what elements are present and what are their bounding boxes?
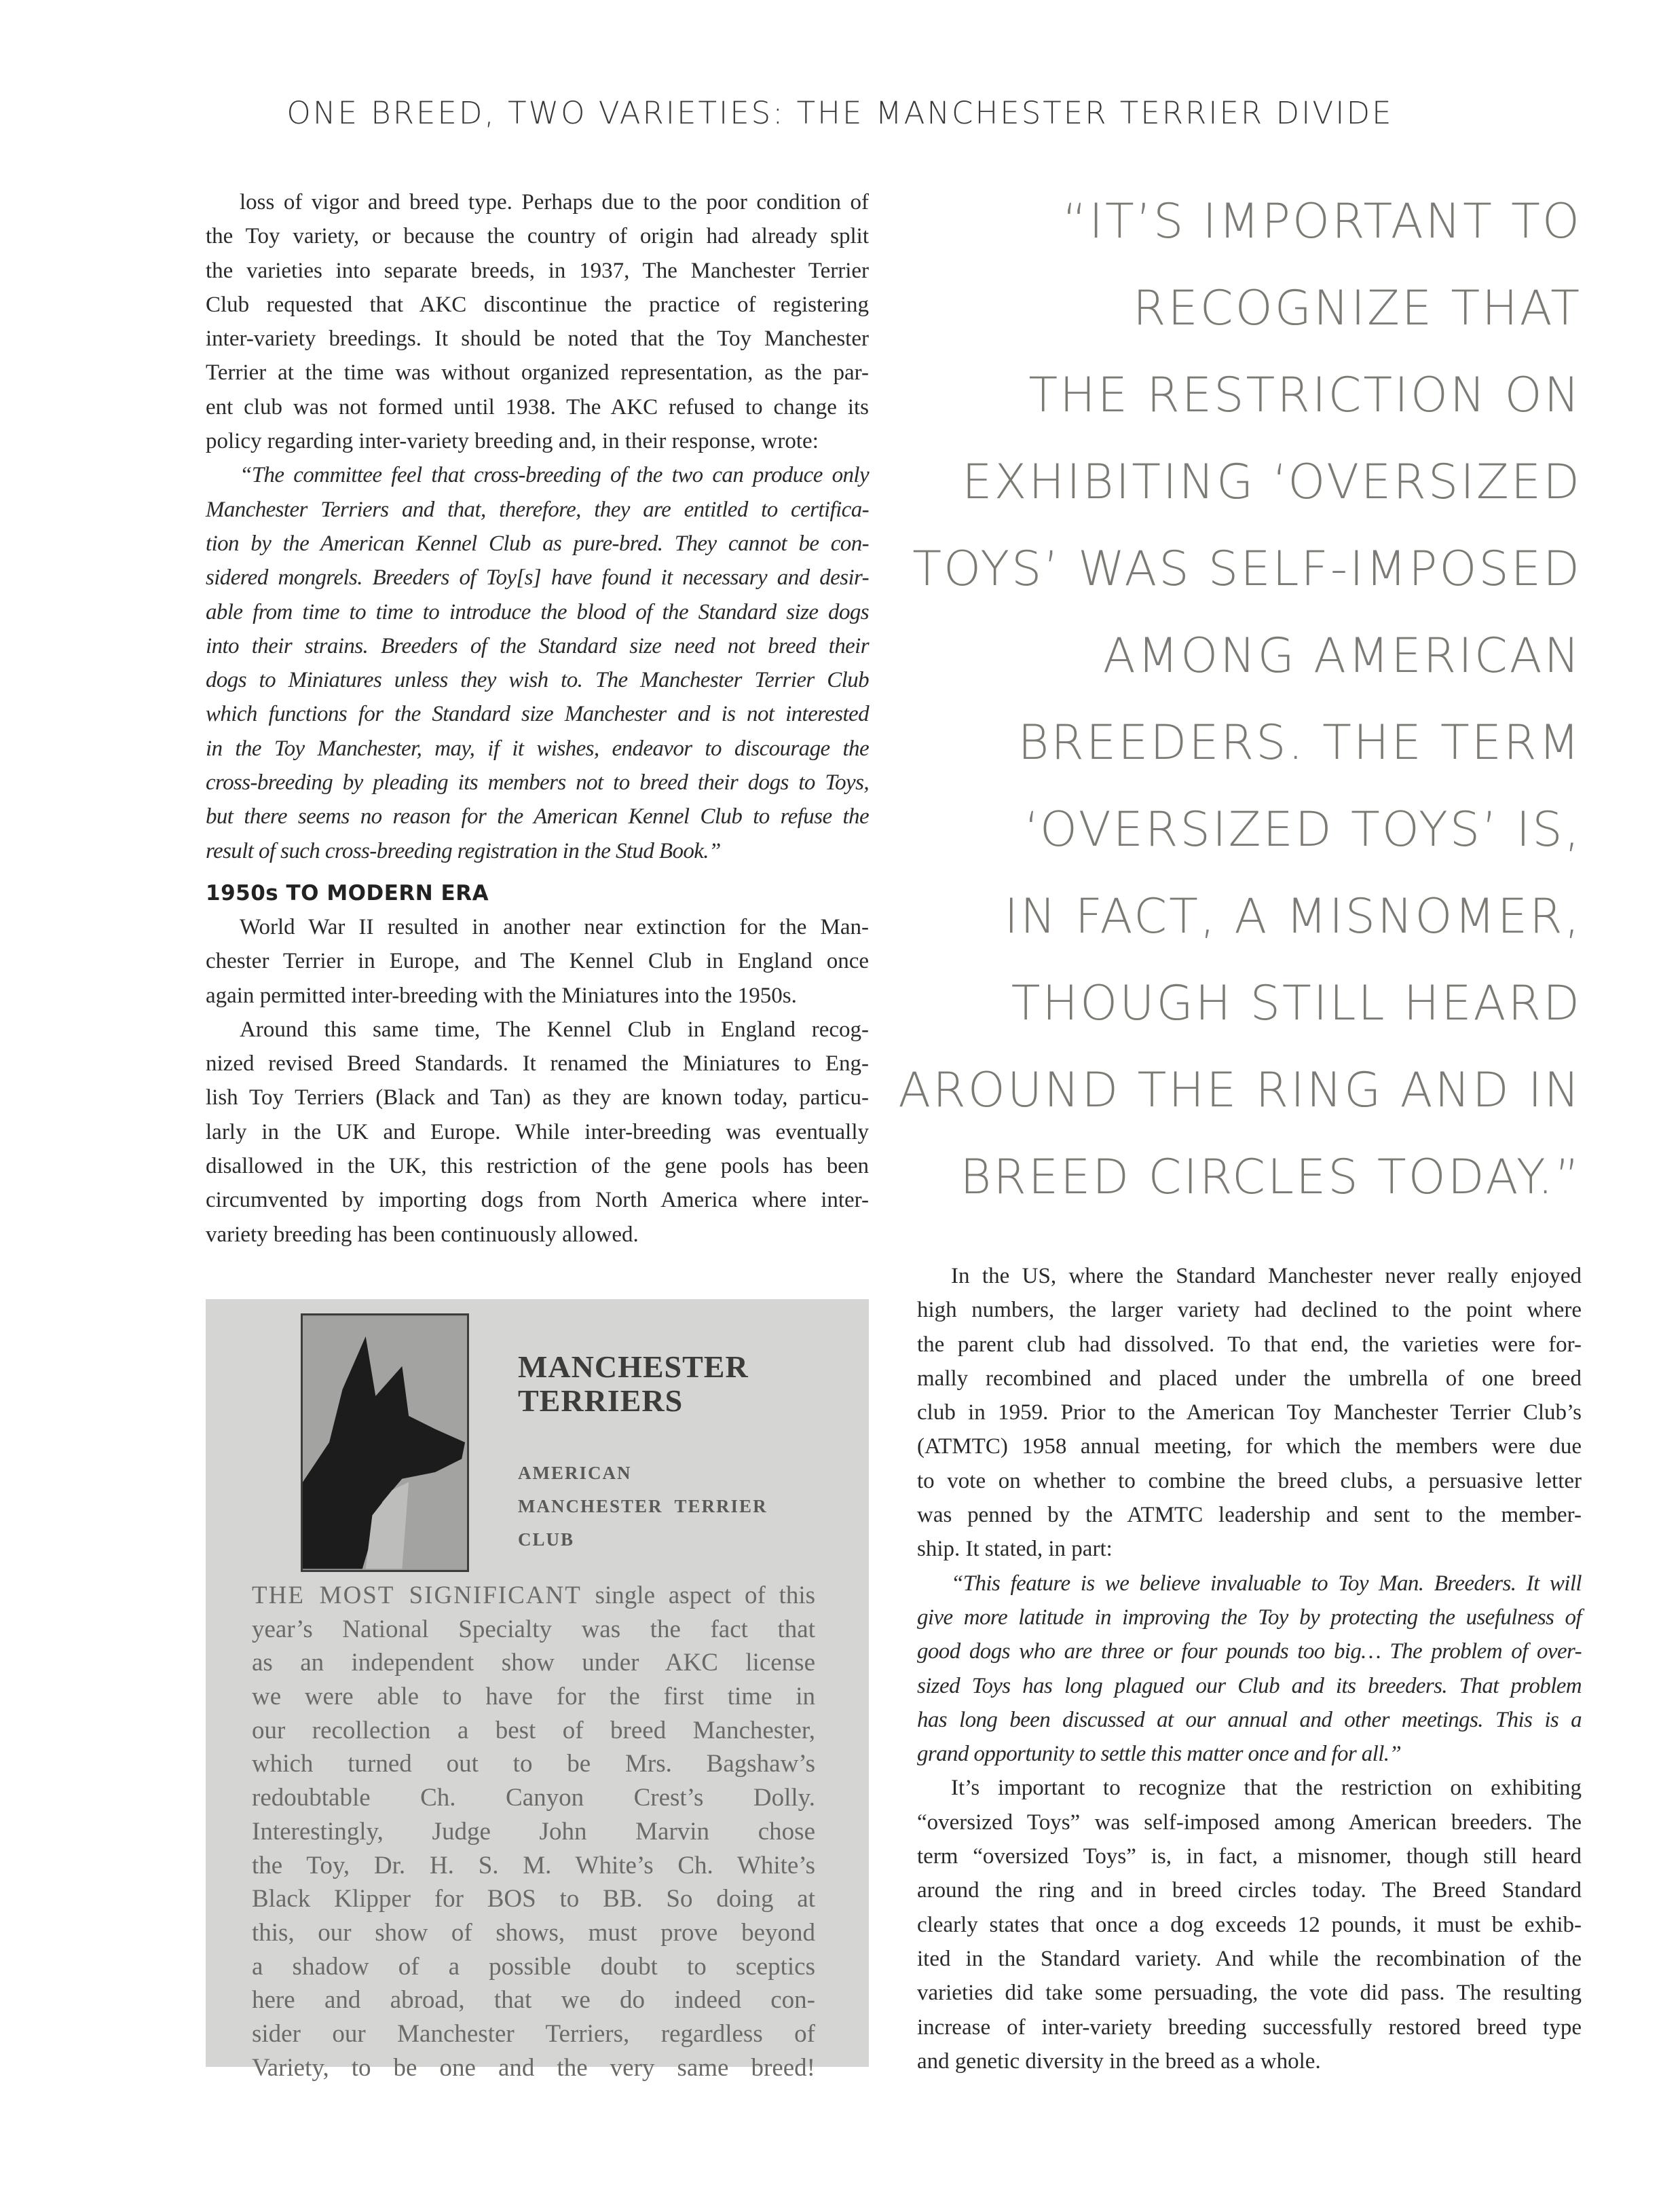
text-line: give more latitude in improving the Toy by protecting the usefulness of xyxy=(917,1605,1582,1630)
text-line: World War II resulted in another near extinction for the Man- xyxy=(240,914,869,939)
clipping-line: Black Klipper for BOS to BB. So doing at xyxy=(252,1885,815,1913)
pull-quote xyxy=(835,178,1582,1220)
block-quote xyxy=(206,458,869,868)
clipping-subtitle xyxy=(518,1457,768,1556)
text-line: disallowed in the UK, this restriction of the gene pools has been xyxy=(206,1154,869,1179)
clipping-title-line: MANCHESTER xyxy=(518,1349,749,1384)
pull-quote-line: BREEDERS. THE TERM xyxy=(1018,715,1582,770)
clipping-line: year’s National Specialty was the fact that xyxy=(252,1615,815,1643)
text-line: again permitted inter-breeding with the Miniatures into the 1950s. xyxy=(206,983,797,1008)
text-line: cross-breeding by pleading its members not to breed their dogs to Toys, xyxy=(206,770,869,796)
paragraph xyxy=(206,1013,869,1252)
clipping-line: this, our show of shows, must prove beyond xyxy=(252,1918,815,1947)
text-line: policy regarding inter-variety breeding and, in their response, wrote: xyxy=(206,429,819,454)
text-line: sized Toys has long plagued our Club and its breeders. That problem xyxy=(917,1673,1582,1698)
text-line: good dogs who are three or four pounds too big… The problem of over- xyxy=(917,1639,1582,1664)
text-line: ited in the Standard variety. And while the recombination of the xyxy=(917,1946,1582,1971)
text-line: has long been discussed at our annual and other meetings. This is a xyxy=(917,1707,1582,1732)
text-line: to vote on whether to combine the breed clubs, a persuasive letter xyxy=(917,1468,1582,1493)
text-line: but there seems no reason for the American Kennel Club to refuse the xyxy=(206,804,869,829)
pull-quote-line: BREED CIRCLES TODAY.” xyxy=(960,1149,1582,1205)
text-line: “oversized Toys” was self-imposed among American breeders. The xyxy=(917,1810,1582,1835)
clipping-line: redoubtable Ch. Canyon Crest’s Dolly. xyxy=(252,1784,815,1812)
text-line: was penned by the ATMTC leadership and sent to the member- xyxy=(917,1503,1582,1528)
clipping-line: sider our Manchester Terriers, regardless of xyxy=(252,2019,815,2048)
text-line: in the Toy Manchester, may, if it wishes, endeavor to discourage the xyxy=(206,736,869,761)
paragraph xyxy=(917,1259,1582,1567)
text-line: Around this same time, The Kennel Club in England recog- xyxy=(240,1017,869,1042)
text-line: grand opportunity to settle this matter once and for all.” xyxy=(917,1742,1402,1767)
text-line: chester Terrier in Europe, and The Kennel Club in England once xyxy=(206,949,869,974)
right-column xyxy=(917,1259,1582,2078)
text-line: which functions for the Standard size Manchester and is not interested xyxy=(206,702,869,727)
text-line: Manchester Terriers and that, therefore, they are entitled to certifica- xyxy=(206,497,869,522)
text-line: “The committee feel that cross-breeding of the two can produce only xyxy=(240,463,869,488)
text-line: high numbers, the larger variety had declined to the point where xyxy=(917,1298,1582,1323)
left-column xyxy=(206,185,869,1252)
pull-quote-line: ‘OVERSIZED TOYS’ IS, xyxy=(1024,802,1582,857)
clipping-line: which turned out to be Mrs. Bagshaw’s xyxy=(252,1750,815,1778)
pull-quote-line: IN FACT, A MISNOMER, xyxy=(1004,888,1582,944)
text-line: term “oversized Toys” is, in fact, a misnomer, though still heard xyxy=(917,1844,1582,1869)
text-line: the varieties into separate breeds, in 1937, The Manchester Terrier xyxy=(206,258,869,283)
text-line: lish Toy Terriers (Black and Tan) as they are known today, particu- xyxy=(206,1085,869,1110)
clipping-lead-in: THE MOST SIGNIFICANT xyxy=(252,1582,582,1609)
paragraph xyxy=(206,910,869,1013)
text-line: the parent club had dissolved. To that end, the varieties were for- xyxy=(917,1332,1582,1357)
section-heading: 1950s TO MODERN ERA xyxy=(206,880,489,905)
text-line: ent club was not formed until 1938. The AKC refused to change its xyxy=(206,394,869,419)
pull-quote-line: AMONG AMERICAN xyxy=(1102,628,1582,684)
clipping-line: our recollection a best of breed Manchester, xyxy=(252,1716,815,1744)
text-line: variety breeding has been continuously allowed. xyxy=(206,1222,639,1247)
text-line: mally recombined and placed under the umbrella of one breed xyxy=(917,1366,1582,1391)
pull-quote-line: THOUGH STILL HEARD xyxy=(1011,975,1582,1031)
clipping-subtitle-line: CLUB xyxy=(518,1529,575,1550)
text-line: (ATMTC) 1958 annual meeting, for which the members were due xyxy=(917,1434,1582,1459)
paragraph xyxy=(917,1771,1582,2078)
text-line: It’s important to recognize that the restriction on exhibiting xyxy=(951,1776,1582,1801)
text-line: sidered mongrels. Breeders of Toy[s] have found it necessary and desir- xyxy=(206,565,869,591)
block-quote xyxy=(917,1567,1582,1772)
pull-quote-line: “IT’S IMPORTANT TO xyxy=(1062,193,1582,249)
running-head: ONE BREED, TWO VARIETIES: THE MANCHESTER TERRIER DIVIDE xyxy=(286,95,1394,131)
text-line: circumvented by importing dogs from North America where inter- xyxy=(206,1188,869,1213)
text-line: tion by the American Kennel Club as pure-bred. They cannot be con- xyxy=(206,531,869,556)
text-line: club in 1959. Prior to the American Toy Manchester Terrier Club’s xyxy=(917,1400,1582,1425)
text-line: varieties did take some persuading, the vote did pass. The resulting xyxy=(917,1981,1582,2006)
text-line: increase of inter-variety breeding successfully restored breed type xyxy=(917,2015,1582,2040)
text-line: result of such cross-breeding registration in the Stud Book.” xyxy=(206,838,721,863)
text-line: around the ring and in breed circles today. The Breed Standard xyxy=(917,1878,1582,1903)
text-line: larly in the UK and Europe. While inter-breeding was eventually xyxy=(206,1119,869,1144)
text-line: clearly states that once a dog exceeds 12 pounds, it must be exhib- xyxy=(917,1912,1582,1937)
pull-quote-line: EXHIBITING ‘OVERSIZED xyxy=(962,454,1582,510)
dog-head-silhouette-icon xyxy=(303,1315,467,1570)
text-line: the Toy variety, or because the country of origin had already split xyxy=(206,224,869,249)
clipping-subtitle-line: AMERICAN xyxy=(518,1463,632,1483)
clipping-line: Interestingly, Judge John Marvin chose xyxy=(252,1817,815,1846)
clipping-line: the Toy, Dr. H. S. M. White’s Ch. White’s xyxy=(252,1851,815,1879)
pull-quote-line: AROUND THE RING AND IN xyxy=(898,1062,1582,1118)
text-line: and genetic diversity in the breed as a whole. xyxy=(917,2048,1321,2074)
pull-quote-line: TOYS’ WAS SELF-IMPOSED xyxy=(912,541,1582,597)
clipping-line: Variety, to be one and the very same breed! xyxy=(252,2053,815,2082)
newspaper-clipping-image xyxy=(206,1299,869,2082)
text-line: Club requested that AKC discontinue the practice of registering xyxy=(206,292,869,317)
text-line: able from time to time to introduce the blood of the Standard size dogs xyxy=(206,599,869,624)
clipping-text: single aspect of this xyxy=(581,1582,815,1609)
clipping-body xyxy=(252,1579,815,2084)
text-line: into their strains. Breeders of the Standard size need not breed their xyxy=(206,633,869,658)
text-line: loss of vigor and breed type. Perhaps due to the poor condition of xyxy=(240,190,869,214)
text-line: In the US, where the Standard Manchester never really enjoyed xyxy=(951,1264,1582,1288)
text-line: dogs to Miniatures unless they wish to. The Manchester Terrier Club xyxy=(206,668,869,693)
text-line: “This feature is we believe invaluable to Toy Man. Breeders. It will xyxy=(951,1571,1582,1596)
text-line: nized revised Breed Standards. It renamed the Miniatures to Eng- xyxy=(206,1051,869,1077)
text-line: Terrier at the time was without organized representation, as the par- xyxy=(206,360,869,386)
dog-photo xyxy=(301,1313,469,1572)
clipping-line: we were able to have for the first time in xyxy=(252,1683,815,1711)
clipping-line xyxy=(252,1579,815,1613)
clipping-title xyxy=(518,1350,749,1418)
clipping-title-line: TERRIERS xyxy=(518,1383,684,1418)
clipping-line: as an independent show under AKC license xyxy=(252,1649,815,1677)
paragraph xyxy=(206,185,869,458)
pull-quote-line: RECOGNIZE THAT xyxy=(1132,280,1582,336)
text-line: ship. It stated, in part: xyxy=(917,1537,1113,1562)
text-line: inter-variety breedings. It should be noted that the Toy Manchester xyxy=(206,326,869,352)
pull-quote-line: THE RESTRICTION ON xyxy=(1028,367,1582,423)
clipping-line: a shadow of a possible doubt to sceptics xyxy=(252,1952,815,1981)
clipping-subtitle-line: MANCHESTER TERRIER xyxy=(518,1496,768,1516)
clipping-line: here and abroad, that we do indeed con- xyxy=(252,1986,815,2015)
